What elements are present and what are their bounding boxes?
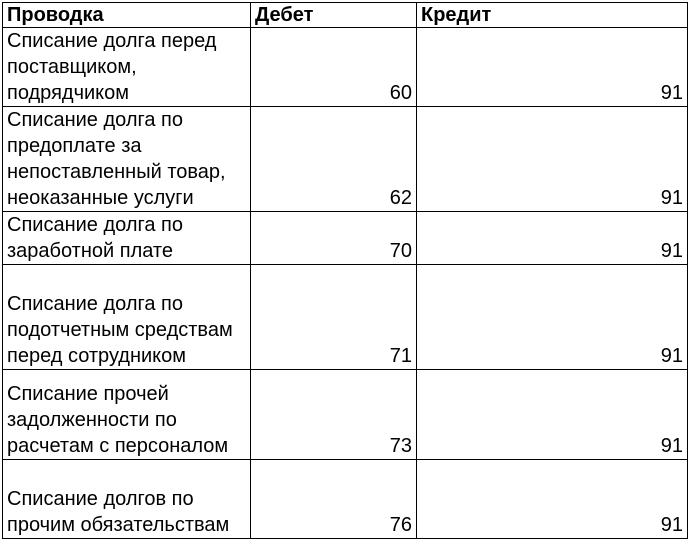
posting-description: Списание долга по предоплате за непоставленный товар, неоказанные услуги bbox=[3, 107, 251, 212]
credit-account: 91 bbox=[417, 107, 688, 212]
header-credit: Кредит bbox=[417, 3, 688, 28]
debit-account: 76 bbox=[251, 460, 417, 539]
credit-account: 91 bbox=[417, 460, 688, 539]
debit-account: 73 bbox=[251, 370, 417, 460]
debit-account: 71 bbox=[251, 265, 417, 370]
table-row bbox=[3, 28, 688, 107]
header-debit: Дебет bbox=[251, 3, 417, 28]
debit-account: 62 bbox=[251, 107, 417, 212]
posting-description: Списание прочей задолженности по расчетам с персоналом bbox=[3, 370, 251, 460]
debit-account: 60 bbox=[251, 28, 417, 107]
posting-table bbox=[2, 2, 688, 539]
table-row bbox=[3, 460, 688, 539]
credit-account: 91 bbox=[417, 370, 688, 460]
table-row bbox=[3, 370, 688, 460]
debit-account: 70 bbox=[251, 212, 417, 265]
table-row bbox=[3, 212, 688, 265]
table-row bbox=[3, 107, 688, 212]
header-row bbox=[3, 3, 688, 28]
posting-description: Списание долга перед поставщиком, подрядчиком bbox=[3, 28, 251, 107]
posting-description: Списание долга по подотчетным средствам перед сотрудником bbox=[3, 265, 251, 370]
credit-account: 91 bbox=[417, 28, 688, 107]
header-posting: Проводка bbox=[3, 3, 251, 28]
posting-description: Списание долга по заработной плате bbox=[3, 212, 251, 265]
credit-account: 91 bbox=[417, 212, 688, 265]
table-row bbox=[3, 265, 688, 370]
posting-description: Списание долгов по прочим обязательствам bbox=[3, 460, 251, 539]
credit-account: 91 bbox=[417, 265, 688, 370]
